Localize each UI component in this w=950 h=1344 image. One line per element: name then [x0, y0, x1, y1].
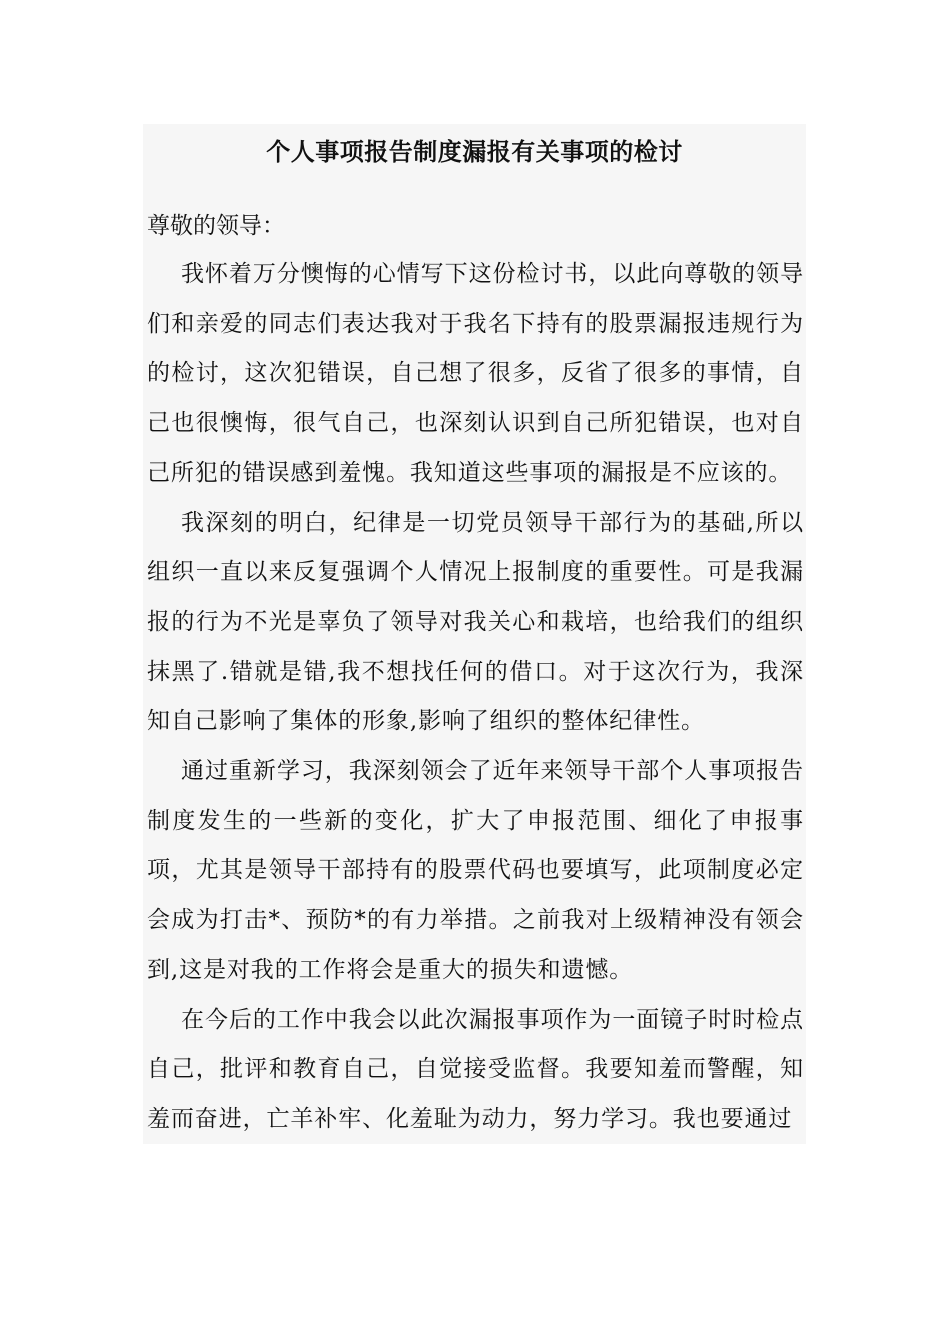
paragraph-1: 我怀着万分懊悔的心情写下这份检讨书，以此向尊敬的领导们和亲爱的同志们表达我对于我名下持有的股票漏报违规行为的检讨，这次犯错误，自己想了很多，反省了很多的事情，自己也很懊悔，很气自己，也深刻认识到自己所犯错误，也对自己所犯的错误感到羞愧。我知道这些事项的漏报是不应该的。 — [147, 261, 804, 486]
paragraph-3: 通过重新学习，我深刻领会了近年来领导干部个人事项报告制度发生的一些新的变化，扩大了申报范围、细化了申报事项，尤其是领导干部持有的股票代码也要填写，此项制度必定会成为打击*、预防*的有力举措。之前我对上级精神没有领会到,这是对我的工作将会是重大的损失和遗憾。 — [147, 758, 804, 983]
paragraph-2: 我深刻的明白，纪律是一切党员领导干部行为的基础,所以组织一直以来反复强调个人情况上报制度的重要性。可是我漏报的行为不光是辜负了领导对我关心和栽培，也给我们的组织抹黑了.错就是错,我不想找任何的借口。对于这次行为，我深知自己影响了集体的形象,影响了组织的整体纪律性。 — [147, 509, 804, 735]
document-page — [143, 124, 806, 1144]
document-body — [143, 250, 806, 1144]
document-title: 个人事项报告制度漏报有关事项的检讨 — [266, 137, 683, 166]
salutation: 尊敬的领导： — [147, 213, 285, 239]
paragraph-4: 在今后的工作中我会以此次漏报事项作为一面镜子时时检点自己，批评和教育自己，自觉接受监督。我要知羞而警醒，知羞而奋进，亡羊补牢、化羞耻为动力，努力学习。我也要通过 — [147, 1006, 804, 1132]
